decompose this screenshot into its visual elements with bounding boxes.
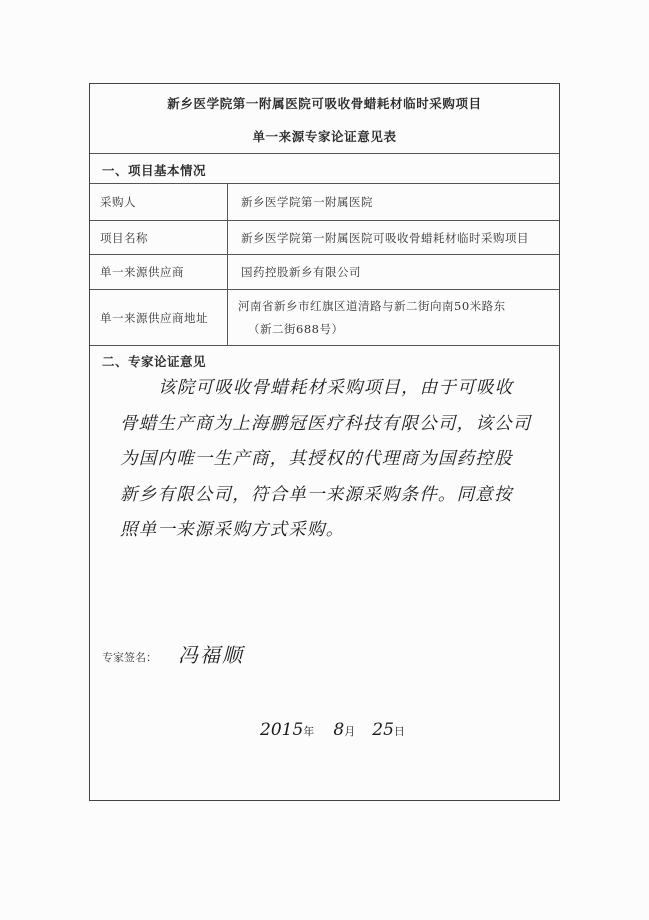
date-year: 2015 [260, 720, 304, 740]
expert-opinion-handwriting [120, 371, 550, 549]
opinion-line: 该院可吸收骨蜡耗材采购项目，由于可吸收 [158, 378, 514, 398]
field-value-project-name: 新乡医学院第一附属医院可吸收骨蜡耗材临时采购项目 [241, 230, 529, 245]
field-value-purchaser: 新乡医学院第一附属医院 [241, 195, 373, 209]
table-row [90, 255, 559, 290]
table-row [90, 221, 559, 255]
form-title: 新乡医学院第一附属医院可吸收骨蜡耗材临时采购项目 [167, 96, 482, 111]
expert-opinion-form [89, 83, 560, 801]
section1-header-row [90, 154, 559, 184]
address-line-1: 河南省新乡市红旗区道清路与新二街向南50米路东 [238, 298, 506, 313]
section2-heading: 二、专家论证意见 [102, 354, 207, 369]
date-day-unit: 日 [393, 725, 405, 738]
form-subtitle: 单一来源专家论证意见表 [252, 129, 397, 144]
date-month-unit: 月 [344, 725, 356, 738]
field-label-purchaser: 采购人 [90, 184, 228, 220]
date-year-unit: 年 [303, 725, 315, 738]
signature-label: 专家签名： [102, 651, 157, 664]
table-row [90, 184, 559, 221]
opinion-line: 新乡有限公司，符合单一来源采购条件。同意按 [120, 484, 513, 505]
date-day: 25 [372, 720, 394, 740]
section1-heading: 一、项目基本情况 [102, 163, 207, 178]
expert-signature: 冯福顺 [178, 643, 244, 667]
form-title-block [90, 84, 559, 154]
opinion-line: 骨蜡生产商为上海鹏冠医疗科技有限公司，该公司 [120, 413, 532, 434]
date-month: 8 [333, 720, 345, 740]
field-label-supplier: 单一来源供应商 [90, 255, 228, 289]
field-value-supplier-address [228, 290, 559, 345]
opinion-line: 照单一来源采购方式采购。 [120, 520, 345, 540]
opinion-line: 为国内唯一生产商，其授权的代理商为国药控股 [120, 449, 513, 469]
table-row [90, 290, 559, 346]
field-label-supplier-address: 单一来源供应商地址 [90, 290, 228, 345]
field-label-project-name: 项目名称 [90, 221, 228, 254]
address-line-2: （新二街688号） [248, 321, 344, 336]
field-value-supplier: 国药控股新乡有限公司 [241, 265, 361, 279]
signature-date [260, 720, 405, 740]
